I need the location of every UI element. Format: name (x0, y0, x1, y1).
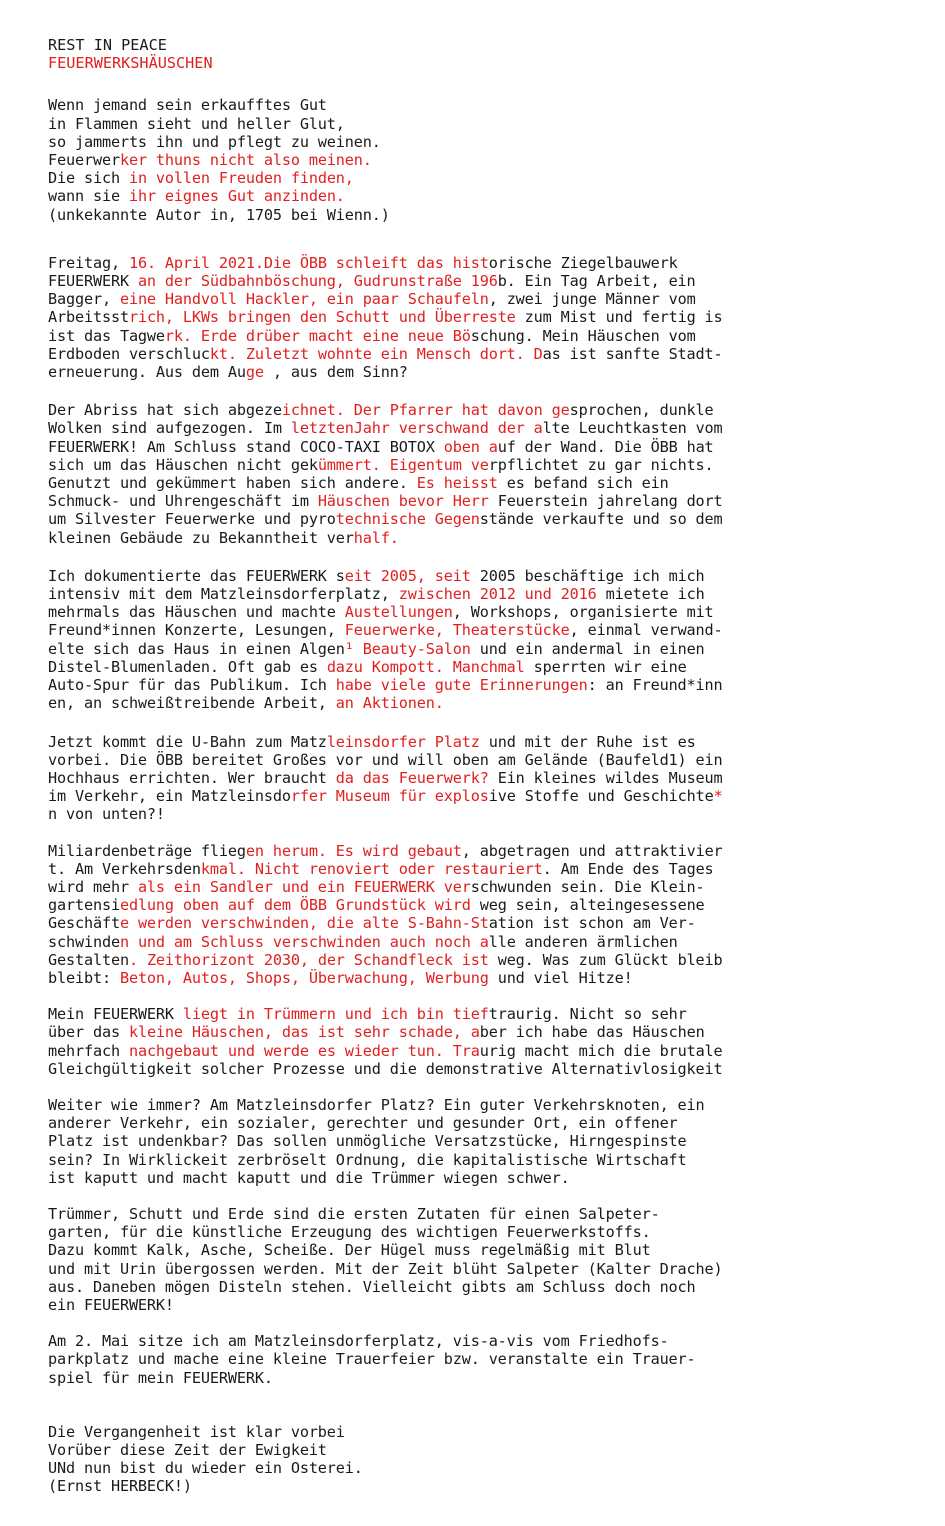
text-segment: Wenn jemand sein erkaufftes Gut (48, 96, 327, 115)
text-line (48, 860, 898, 878)
text-line (48, 1369, 898, 1387)
text-segment: Freitag, (48, 253, 129, 272)
text-segment: Gleichgültigkeit solcher Prozesse und die demonstrative Alternativlosigkeit (48, 1059, 723, 1078)
text-segment: , zwei junge Männer vom (488, 290, 696, 309)
paragraph-p2 (48, 401, 898, 547)
highlighted-text: kleine Häuschen, das ist sehr schade, a (128, 1023, 480, 1042)
paragraph-poem1 (48, 96, 898, 223)
text-segment: rpflichtet zu gar nichts. (488, 455, 714, 474)
highlighted-text: ¹ Beauty-Salon (344, 639, 471, 658)
highlighted-text: an Aktionen. (335, 694, 444, 713)
text-line (48, 1241, 898, 1259)
text-line (48, 951, 898, 969)
text-segment: FEUERWERK (48, 272, 138, 291)
text-line (48, 1296, 898, 1314)
paragraph-spacer (48, 72, 898, 96)
text-line (48, 254, 898, 272)
text-line (48, 401, 898, 419)
text-segment: Arbeitsst (48, 308, 129, 327)
text-segment: as ist sanfte Stadt- (542, 344, 723, 363)
text-segment: , aus dem Sinn? (263, 363, 408, 382)
text-segment: ive Stoffe und Geschichte (488, 787, 714, 806)
text-line (48, 896, 898, 914)
text-segment: Gestalten (48, 950, 129, 969)
text-segment: und ein andermal in einen (470, 639, 705, 658)
text-segment: lle anderen ärmlichen (488, 932, 678, 951)
highlighted-text: in vollen Freuden finden, (128, 169, 354, 188)
text-line (48, 510, 898, 528)
paragraph-spacer (48, 224, 898, 254)
text-segment: b. Ein Tag Arbeit, ein (497, 272, 696, 291)
text-segment: mehrmals das Häuschen und machte (48, 603, 345, 622)
text-line (48, 1169, 898, 1187)
text-line (48, 1260, 898, 1278)
text-segment: spiel für mein FEUERWERK. (48, 1368, 273, 1387)
highlighted-text: 16. April 2021.Die ÖBB schleift das hist (128, 253, 489, 272)
document-subtitle: FEUERWERKSHÄUSCHEN (48, 54, 213, 73)
text-segment: Geschäft (48, 914, 120, 933)
text-segment: wann sie (48, 187, 129, 206)
text-segment: elte sich das Haus in einen Algen (48, 639, 345, 658)
text-line (48, 133, 898, 151)
paragraph-spacer (48, 987, 898, 1005)
text-line (48, 787, 898, 805)
text-line (48, 1060, 898, 1078)
highlighted-text: rfer Museum für explos (290, 787, 489, 806)
text-segment: parkplatz und mache eine kleine Trauerfeier bzw. veranstalte ein Trauer- (48, 1350, 696, 1369)
highlighted-text: rich, LKWs bringen den Schutt und Überreste (128, 308, 516, 327)
highlighted-text: rk. Erde drüber macht eine neue Bö (164, 326, 471, 345)
text-segment: ber ich habe das Häuschen (479, 1023, 705, 1042)
paragraph-spacer (48, 1387, 898, 1423)
text-line (48, 290, 898, 308)
highlighted-text: Austellungen (344, 603, 453, 622)
text-segment: so jammerts ihn und pflegt zu weinen. (48, 132, 381, 151)
text-segment: gartensi (48, 896, 120, 915)
text-segment: UNd nun bist du wieder ein Osterei. (48, 1459, 363, 1478)
text-segment: t. Am Verkehrsden (48, 859, 201, 878)
highlighted-text: . Zeithorizont 2030, der Schandfleck ist (128, 950, 489, 969)
paragraph-p8 (48, 1205, 898, 1314)
text-segment: garten, für die künstliche Erzeugung des wichtigen Feuerwerkstoffs. (48, 1223, 651, 1242)
text-line (48, 327, 898, 345)
text-line (48, 96, 898, 114)
text-line (48, 1096, 898, 1114)
text-segment: und mit Urin übergossen werden. Mit der Zeit blüht Salpeter (Kalter Drache) (48, 1259, 723, 1278)
text-segment: Feuerwer (48, 151, 120, 170)
text-segment: mietete ich (596, 585, 705, 604)
text-segment: uf der Wand. Die ÖBB hat (497, 437, 714, 456)
text-line (48, 474, 898, 492)
text-segment: Auto-Spur für das Publikum. Ich (48, 676, 336, 695)
text-segment: sich um das Häuschen nicht gek (48, 455, 318, 474)
highlighted-text: edlung oben auf dem ÖBB Grundstück wird (119, 896, 471, 915)
text-segment: Platz ist undenkbar? Das sollen unmögliche Versatzstücke, Hirngespinste (48, 1132, 687, 1151)
highlighted-text: * (713, 787, 723, 806)
highlighted-text: letztenJahr verschwand der a (290, 419, 543, 438)
highlighted-text: eit 2005, seit (344, 566, 480, 585)
paragraph-spacer (48, 381, 898, 401)
text-segment: zum Mist und fertig is (515, 308, 723, 327)
text-segment: ein FEUERWERK! (48, 1295, 174, 1314)
text-segment: schung. Mein Häuschen vom (470, 326, 696, 345)
text-line (48, 694, 898, 712)
text-segment: wird mehr (48, 877, 138, 896)
paragraph-spacer (48, 1187, 898, 1205)
text-line (48, 658, 898, 676)
paragraph-spacer (48, 824, 898, 842)
paragraph-p4 (48, 733, 898, 824)
highlighted-text: half. (353, 528, 399, 547)
text-line (48, 621, 898, 639)
text-segment: schwunden sein. Die Klein- (470, 877, 705, 896)
text-line (48, 640, 898, 658)
document-body (48, 72, 898, 1495)
highlighted-text: an der Südbahnböschung, Gudrunstraße 196 (137, 272, 498, 291)
text-segment: Weiter wie immer? Am Matzleinsdorfer Platz? Ein guter Verkehrsknoten, ein (48, 1095, 705, 1114)
text-segment: Ein kleines wildes Museum (488, 768, 723, 787)
text-line (48, 603, 898, 621)
text-segment: Miliardenbeträge flieg (48, 841, 246, 860)
text-segment: Hochhaus errichten. Wer braucht (48, 768, 336, 787)
highlighted-text: en herum. Es wird gebaut (245, 841, 462, 860)
text-segment: , Workshops, organisierte mit (452, 603, 714, 622)
text-line (48, 492, 898, 510)
text-segment: schwinde (48, 932, 120, 951)
text-line (48, 733, 898, 751)
text-segment: sprochen, dunkle (569, 401, 714, 420)
paragraph-p7 (48, 1096, 898, 1187)
text-segment: aus. Daneben mögen Disteln stehen. Vielleicht gibts am Schluss doch noch (48, 1277, 696, 1296)
highlighted-text: kt. Zuletzt wohnte ein Mensch dort. D (209, 344, 543, 363)
text-line (48, 676, 898, 694)
text-line (48, 1441, 898, 1459)
highlighted-text: kmal. Nicht renoviert oder restauriert (200, 859, 543, 878)
text-line (48, 419, 898, 437)
text-line (48, 529, 898, 547)
text-segment: sein? In Wirklickeit zerbröselt Ordnung, die kapitalistische Wirtschaft (48, 1150, 687, 1169)
text-segment: vorbei. Die ÖBB bereitet Großes vor und will oben am Gelände (Baufeld1) ein (48, 750, 723, 769)
text-line (48, 769, 898, 787)
text-segment: erneuerung. Aus dem Au (48, 363, 246, 382)
paragraph-p5 (48, 842, 898, 988)
text-line (48, 151, 898, 169)
text-segment: um Silvester Feuerwerke und pyro (48, 510, 336, 529)
text-segment: Trümmer, Schutt und Erde sind die ersten Zutaten für einen Salpeter- (48, 1204, 660, 1223)
text-line (48, 456, 898, 474)
text-segment: n von unten?! (48, 805, 165, 824)
highlighted-text: dazu Kompott. Manchmal (326, 657, 525, 676)
text-segment: Schmuck- und Uhrengeschäft im (48, 492, 318, 511)
text-segment: Bagger, (48, 290, 120, 309)
text-line (48, 585, 898, 603)
highlighted-text: leinsdorfer Platz (326, 732, 480, 751)
text-line (48, 206, 898, 224)
text-segment: (Ernst HERBECK!) (48, 1477, 192, 1496)
text-segment: Feuerstein jahrelang dort (488, 492, 723, 511)
text-segment: im Verkehr, ein Matzleinsdo (48, 787, 291, 806)
text-line (48, 363, 898, 381)
text-segment: und viel Hitze! (488, 968, 633, 987)
text-line (48, 1477, 898, 1495)
highlighted-text: n und am Schluss verschwinden auch noch a (119, 932, 489, 951)
text-line (48, 1042, 898, 1060)
text-line (48, 308, 898, 326)
highlighted-text: da das Feuerwerk? (335, 768, 489, 787)
text-line (48, 751, 898, 769)
paragraph-p6 (48, 1005, 898, 1078)
text-segment: orische Ziegelbauwerk (488, 253, 678, 272)
text-segment: Ich dokumentierte das FEUERWERK s (48, 566, 345, 585)
text-line (48, 169, 898, 187)
text-segment: Die Vergangenheit ist klar vorbei (48, 1422, 345, 1441)
text-segment: Die sich (48, 169, 129, 188)
highlighted-text: habe viele gute Erinnerungen (335, 676, 588, 695)
text-line (48, 1114, 898, 1132)
highlighted-text: technische Gegen (335, 510, 480, 529)
text-line (48, 1278, 898, 1296)
text-line (48, 272, 898, 290)
text-segment: Jetzt kommt die U-Bahn zum Matz (48, 732, 327, 751)
paragraph-spacer (48, 1314, 898, 1332)
text-line (48, 1005, 898, 1023)
text-line (48, 438, 898, 456)
text-segment: ist das Tagwe (48, 326, 165, 345)
text-segment: ist kaputt und macht kaputt und die Trümmer wiegen schwer. (48, 1168, 570, 1187)
text-segment: Distel-Blumenladen. Oft gab es (48, 657, 327, 676)
text-segment: FEUERWERK! Am Schluss stand COCO-TAXI BOTOX (48, 437, 444, 456)
text-line (48, 933, 898, 951)
highlighted-text: Beton, Autos, Shops, Überwachung, Werbung (119, 968, 489, 987)
text-line (48, 1223, 898, 1241)
text-segment: Vorüber diese Zeit der Ewigkeit (48, 1441, 327, 1459)
text-segment: (unkekannte Autor in, 1705 bei Wienn.) (48, 205, 390, 224)
paragraph-poem2 (48, 1423, 898, 1496)
text-line (48, 805, 898, 823)
text-line (48, 1023, 898, 1041)
text-segment: Dazu kommt Kalk, Asche, Scheiße. Der Hügel muss regelmäßig mit Blut (48, 1241, 651, 1260)
highlighted-text: ker thuns nicht also meinen. (119, 151, 372, 170)
paragraph-p9 (48, 1332, 898, 1387)
text-line (48, 914, 898, 932)
text-segment: weg. Was zum Glückt bleib (488, 950, 723, 969)
text-line (48, 1205, 898, 1223)
text-segment: Mein FEUERWERK (48, 1005, 183, 1024)
highlighted-text: zwischen 2012 und 2016 (398, 585, 597, 604)
text-line (48, 1459, 898, 1477)
text-line (48, 1332, 898, 1350)
paragraph-spacer (48, 547, 898, 567)
text-line (48, 842, 898, 860)
text-segment: stände verkaufte und so dem (479, 510, 723, 529)
highlighted-text: nachgebaut und werde es wieder tun. Tra (128, 1041, 480, 1060)
text-line (48, 1350, 898, 1368)
text-segment: sperrten wir eine (524, 657, 687, 676)
document-page (48, 36, 898, 1496)
highlighted-text: liegt in Trümmern und ich bin tief (182, 1005, 489, 1024)
paragraph-spacer (48, 1078, 898, 1096)
text-segment: urig macht mich die brutale (479, 1041, 723, 1060)
highlighted-text: ümmert. Eigentum ve (317, 455, 489, 474)
text-segment: in Flammen sieht und heller Glut, (48, 114, 345, 133)
text-segment: bleibt: (48, 968, 120, 987)
text-line (48, 187, 898, 205)
text-line (48, 1151, 898, 1169)
highlighted-text: ihr eignes Gut anzinden. (128, 187, 345, 206)
text-line (48, 878, 898, 896)
text-segment: über das (48, 1023, 129, 1042)
text-segment: Am 2. Mai sitze ich am Matzleinsdorferplatz, vis-a-vis vom Friedhofs- (48, 1332, 669, 1351)
text-segment: Freund*innen Konzerte, Lesungen, (48, 621, 345, 640)
text-segment: , einmal verwand- (569, 621, 723, 640)
highlighted-text: als ein Sandler und ein FEUERWERK ver (137, 877, 471, 896)
paragraph-spacer (48, 713, 898, 733)
document-title: REST IN PEACE (48, 36, 167, 54)
text-segment: Wolken sind aufgezogen. Im (48, 419, 291, 438)
paragraph-p3 (48, 567, 898, 713)
text-segment: : an Freund*inn (587, 676, 723, 695)
text-line (48, 115, 898, 133)
text-line (48, 567, 898, 585)
highlighted-text: Feuerwerke, Theaterstücke (344, 621, 570, 640)
text-segment: es befand sich ein (497, 474, 669, 493)
text-segment: , abgetragen und attraktivier (461, 841, 723, 860)
highlighted-text: Es heisst (416, 474, 498, 493)
highlighted-text: ichnet. Der Pfarrer hat davon ge (281, 401, 570, 420)
text-segment: en, an schweißtreibende Arbeit, (48, 694, 336, 713)
text-segment: intensiv mit dem Matzleinsdorferplatz, (48, 585, 399, 604)
text-segment: lte Leuchtkasten vom (542, 419, 723, 438)
highlighted-text: ge (245, 363, 264, 382)
text-segment: Erdboden verschluc (48, 344, 210, 363)
text-segment: 2005 beschäftige ich mich (479, 566, 705, 585)
text-segment: mehrfach (48, 1041, 129, 1060)
highlighted-text: eine Handvoll Hackler, ein paar Schaufeln (119, 290, 489, 309)
text-line (48, 969, 898, 987)
text-segment: ation ist schon am Ver- (488, 914, 696, 933)
text-segment: Genutzt und gekümmert haben sich andere. (48, 474, 417, 493)
text-segment: anderer Verkehr, ein sozialer, gerechter und gesunder Ort, ein offener (48, 1114, 678, 1133)
text-segment: Der Abriss hat sich abgeze (48, 401, 282, 420)
text-line (48, 345, 898, 363)
paragraph-p1 (48, 254, 898, 381)
highlighted-text: e werden verschwinden, die alte S-Bahn-St (119, 914, 489, 933)
text-line (48, 1423, 898, 1441)
text-segment: . Am Ende des Tages (542, 859, 714, 878)
text-line (48, 1132, 898, 1150)
text-segment: kleinen Gebäude zu Bekanntheit ver (48, 528, 354, 547)
text-segment: traurig. Nicht so sehr (488, 1005, 687, 1024)
highlighted-text: Häuschen bevor Herr (317, 492, 489, 511)
text-segment: weg sein, alteingesessene (470, 896, 705, 915)
highlighted-text: oben a (443, 437, 498, 456)
text-segment: und mit der Ruhe ist es (479, 732, 696, 751)
